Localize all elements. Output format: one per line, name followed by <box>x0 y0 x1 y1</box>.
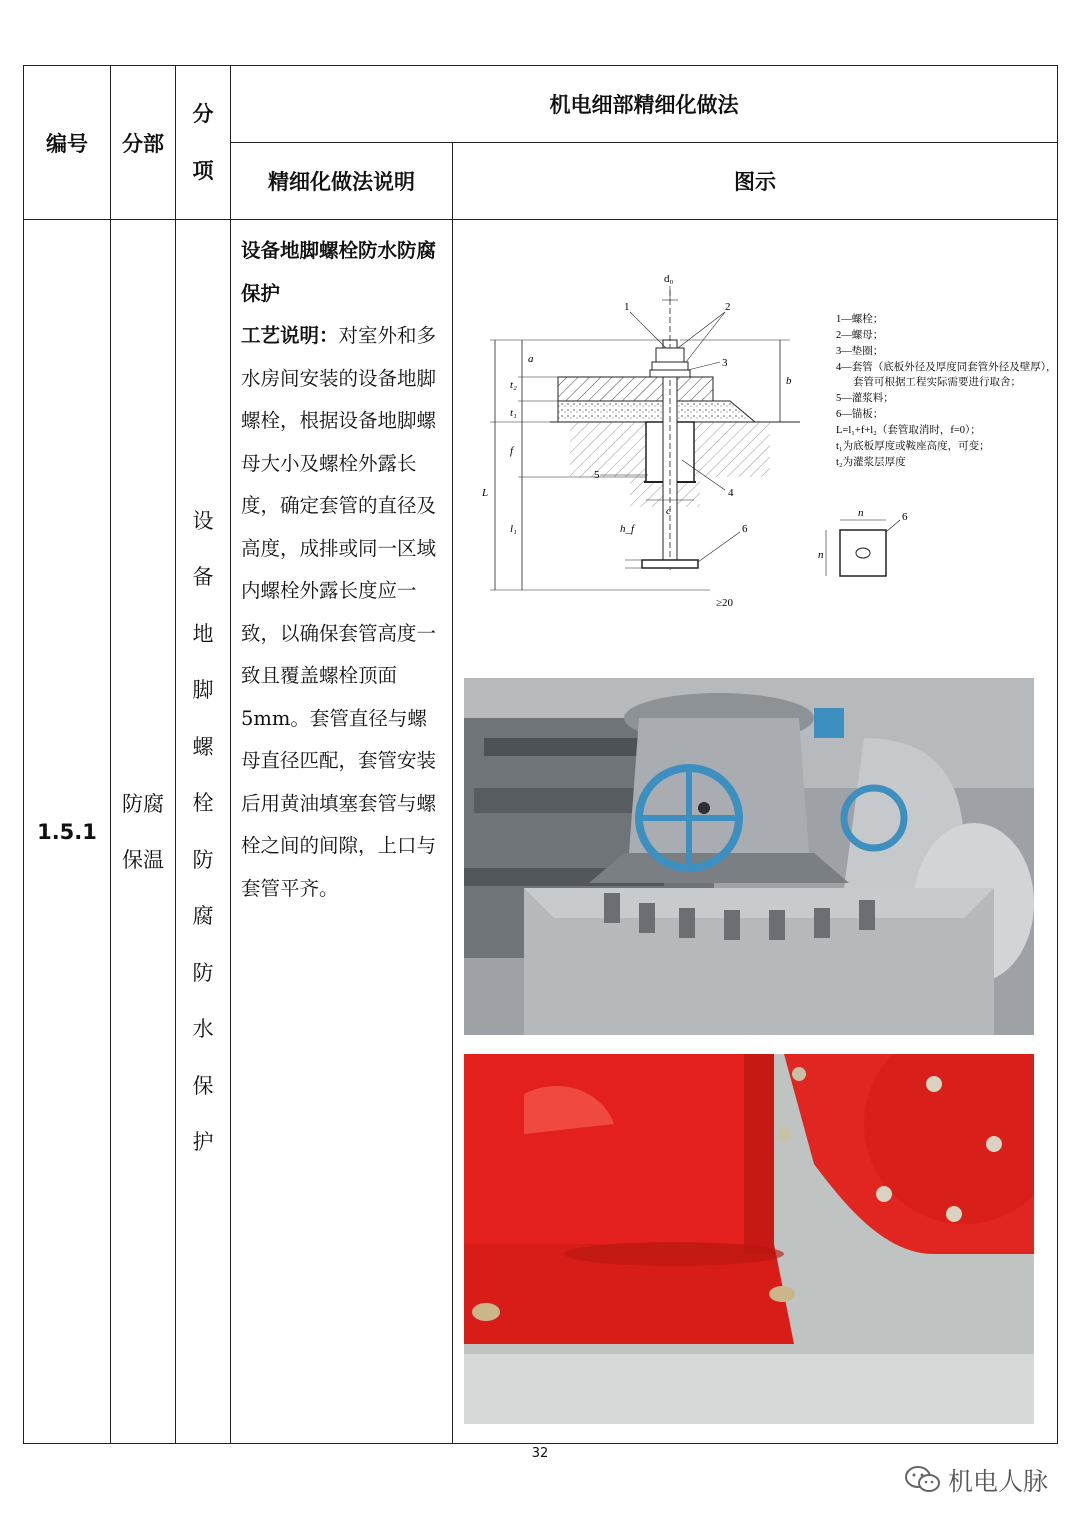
diagram-label-L: L <box>482 487 489 499</box>
legend-line: 4—套管（底板外径及厚度同套管外径及壁厚）， <box>836 362 1057 373</box>
legend-line: 5—灌浆料； <box>836 393 894 404</box>
diagram-label-c: c <box>666 505 671 517</box>
legend-line: L=l₁+f+l₂（套管取消时，f=0）； <box>836 425 981 436</box>
diagram-label-b: b <box>786 375 792 387</box>
diagram-label-4: 4 <box>728 487 734 499</box>
legend-line: 套管可根据工程实际需要进行取舍； <box>853 377 1021 388</box>
row-item-char: 护 <box>192 1130 214 1154</box>
description-label: 工艺说明： <box>241 324 339 347</box>
header-group-title: 机电细部精细化做法 <box>231 66 1058 143</box>
watermark-text: 机电人脉 <box>947 1467 1048 1496</box>
row-item-char: 地 <box>192 621 214 646</box>
row-item-char: 栓 <box>192 791 214 815</box>
header-item <box>176 66 231 220</box>
row-item-char: 腐 <box>192 904 214 928</box>
diagram-label-2: 2 <box>725 301 731 313</box>
row-code: 1.5.1 <box>24 220 111 1444</box>
legend-line: 6—锚板； <box>836 409 884 420</box>
legend-line: 3—垫圈； <box>836 346 884 357</box>
diagram-label-d0: d₀ <box>664 273 674 285</box>
description-title: 设备地脚螺栓防水防腐保护 <box>241 239 437 305</box>
diagram-label-min: ≥20 <box>716 597 734 609</box>
description-body: 对室外和多水房间安装的设备地脚螺栓，根据设备地脚螺母大小及螺栓外露长度，确定套管的直径及高度，成排或同一区域内螺栓外露长度应一致，以确保套管高度一致且覆盖螺栓顶面5mm。套管直径与螺母直径匹配，套管安装后用黄油填塞套管与螺栓之间的间隙，上口与套管平齐。 <box>241 324 437 900</box>
row-part-line: 保温 <box>122 847 164 872</box>
diagram-label-5: 5 <box>594 469 600 481</box>
diagram-label-n-top: n <box>858 507 864 519</box>
diagram-label-f: f <box>510 445 514 457</box>
row-item-char: 保 <box>192 1073 214 1098</box>
diagram-label-a: a <box>528 353 534 365</box>
valve-sleeve-photo <box>464 678 1034 1035</box>
header-figure: 图示 <box>453 143 1058 220</box>
diagram-label-1: 1 <box>624 301 630 313</box>
diagram-label-t1: t₁ <box>510 407 517 419</box>
row-item-char: 防 <box>192 847 214 872</box>
row-part-line: 防腐 <box>122 791 164 816</box>
header-item-char: 项 <box>192 158 214 183</box>
page-number: 32 <box>531 1446 549 1461</box>
row-item-char: 脚 <box>192 678 214 702</box>
legend-line: t₂为灌浆层厚度 <box>836 457 906 468</box>
row-item-char: 螺 <box>192 734 214 759</box>
row-item-char: 设 <box>192 508 214 533</box>
legend-line: 1—螺栓； <box>836 314 884 325</box>
diagram-label-t2: t₂ <box>510 379 517 391</box>
header-part: 分部 <box>111 66 176 220</box>
row-item-char: 备 <box>192 565 214 589</box>
header-code: 编号 <box>24 66 111 220</box>
diagram-label-l1: l₁ <box>510 523 517 535</box>
legend-line: 2—螺母； <box>836 330 884 341</box>
wechat-icon <box>904 1465 942 1495</box>
diagram-label-n-side: n <box>818 549 824 561</box>
diagram-label-hf: h_f <box>620 523 635 535</box>
diagram-label-6b: 6 <box>902 511 908 523</box>
header-description: 精细化做法说明 <box>231 143 453 220</box>
diagram-label-6: 6 <box>742 523 748 535</box>
diagram-label-3: 3 <box>722 357 728 369</box>
row-part <box>111 220 176 1444</box>
legend-line: t₁为底板厚度或鞍座高度，可变； <box>836 441 990 452</box>
row-item <box>176 220 231 1444</box>
row-item-char: 水 <box>192 1017 214 1041</box>
header-item-char: 分 <box>192 101 214 126</box>
watermark <box>904 1462 1048 1498</box>
pump-sleeve-photo <box>464 1054 1034 1424</box>
row-description <box>231 220 453 1444</box>
row-item-char: 防 <box>192 960 214 985</box>
anchor-bolt-diagram <box>470 270 1060 630</box>
